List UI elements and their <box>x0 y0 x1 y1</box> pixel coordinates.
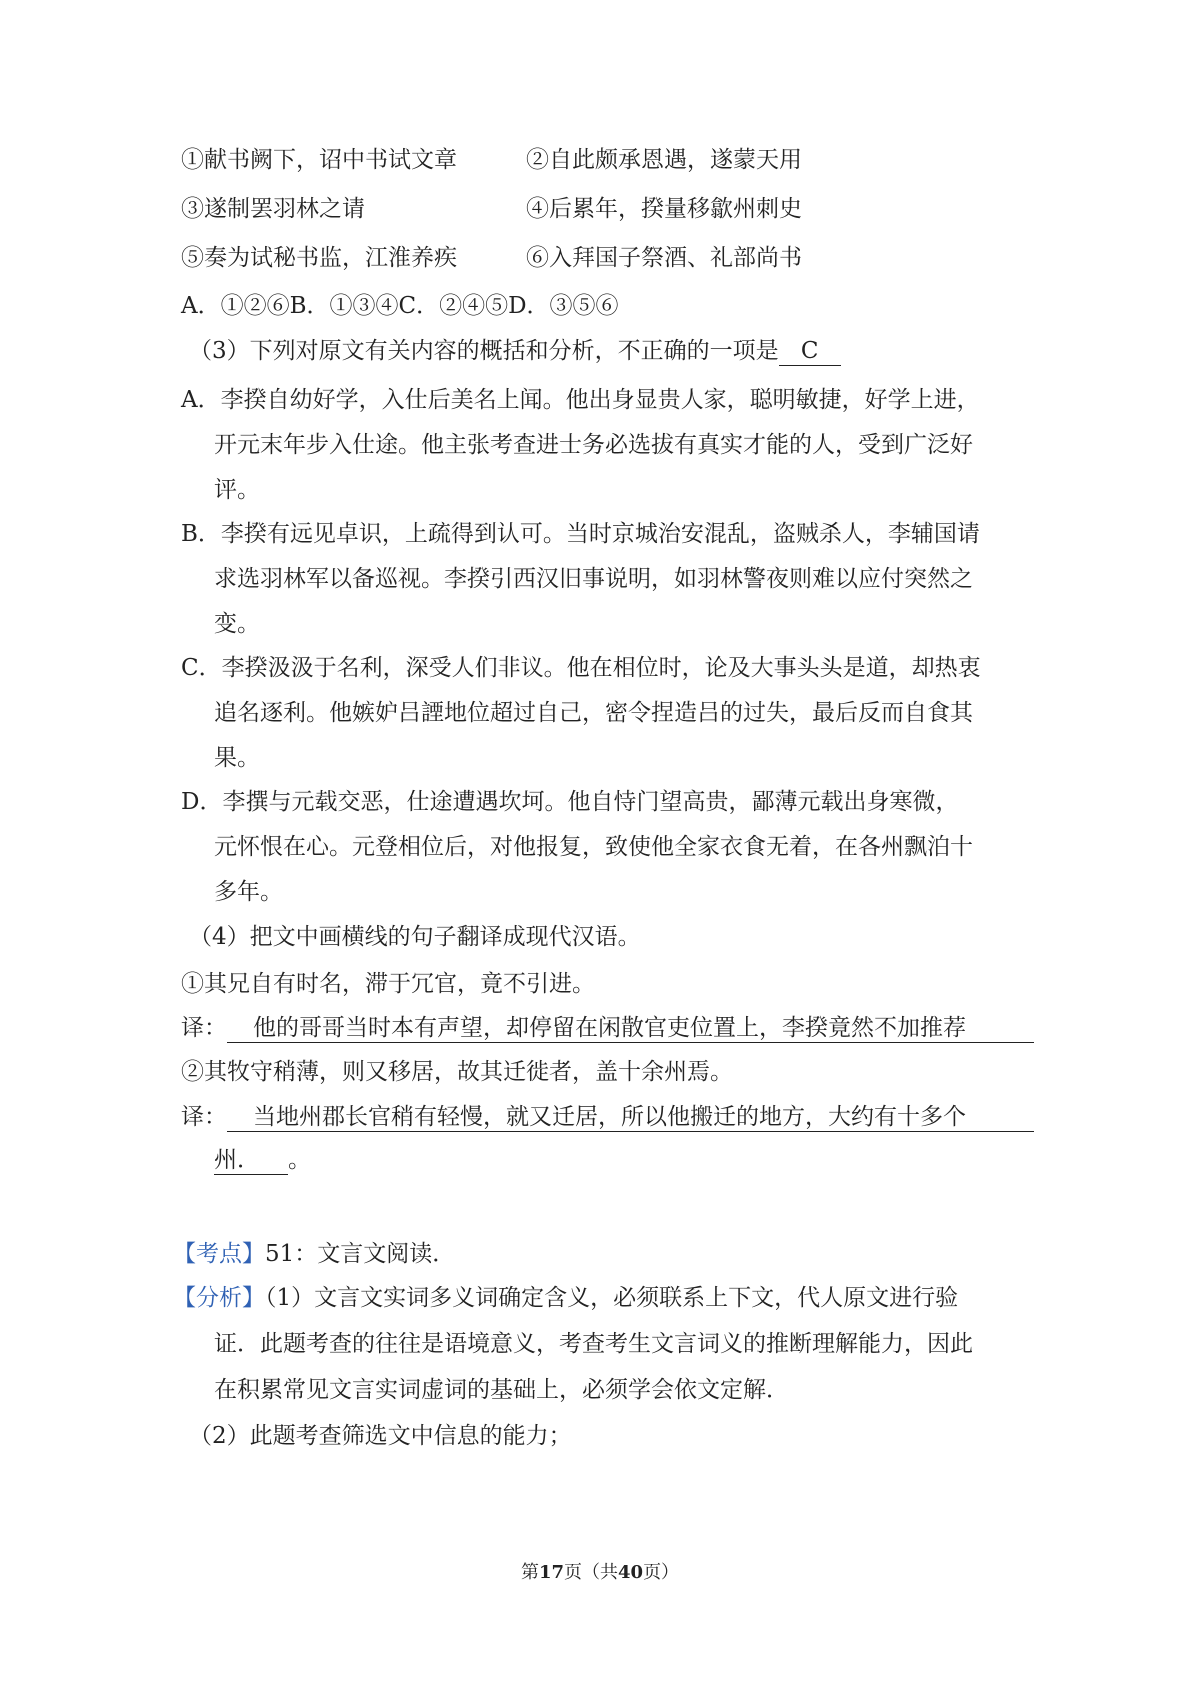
option-3: ③遂制罢羽林之请 <box>181 196 365 222</box>
q3-option-b-line-3: 变。 <box>214 611 260 637</box>
fenxi-next: （2）此题考查筛选文中信息的能力； <box>189 1423 572 1449</box>
translation-2-content: 当地州郡长官稍有轻慢，就又迁居，所以他搬迁的地方，大约有十多个 <box>253 1104 966 1130</box>
q3-stem <box>189 336 841 366</box>
q3-option-c-line-3: 果。 <box>214 745 260 771</box>
q4-stem: （4）把文中画横线的句子翻译成现代汉语。 <box>189 924 641 950</box>
q3-option-a-text: 李揆自幼好学，入仕后美名上闻。他出身显贵人家，聪明敏捷，好学上进， <box>220 387 980 413</box>
page-footer <box>0 1558 1200 1584</box>
q3-option-b-line-1 <box>181 519 980 549</box>
q3-option-a-line-3: 评。 <box>214 477 260 503</box>
kaodian-tag: 【考点】 <box>173 1241 265 1267</box>
q4-translation-2-line-2 <box>214 1145 311 1175</box>
translation-2-end: 。 <box>288 1147 311 1173</box>
q3-option-a-line-1 <box>181 385 980 415</box>
fenxi-text-1: （1）文言文实词多义词确定含义，必须联系上下文，代人原文进行验 <box>265 1285 959 1311</box>
q3-option-c-text: 李揆汲汲于名利，深受人们非议。他在相位时，论及大事头头是道，却热衷 <box>221 655 981 681</box>
option-5: ⑤奏为试秘书监，江淮养疾 <box>181 245 457 271</box>
q3-option-d-text: 李撰与元载交恶，仕途遭遇坎坷。他自恃门望高贵，鄙薄元载出身寒微， <box>222 789 959 815</box>
translation-1-content: 他的哥哥当时本有声望，却停留在闲散官吏位置上，李揆竟然不加推荐 <box>253 1015 966 1041</box>
kaodian-line <box>173 1239 455 1269</box>
q4-sentence-2: ②其牧守稍薄，则又移居，故其迁徙者，盖十余州焉。 <box>181 1059 733 1085</box>
q3-option-c-line-2: 追名逐利。他嫉妒吕諲地位超过自己，密令捏造吕的过失，最后反而自食其 <box>214 700 973 726</box>
q4-sentence-1: ①其兄自有时名，滞于冗官，竟不引进。 <box>181 971 595 997</box>
q3-option-d-line-2: 元怀恨在心。元登相位后，对他报复，致使他全家衣食无着，在各州飘泊十 <box>214 834 973 860</box>
translation-2-continued: 州． <box>214 1146 288 1175</box>
q3-option-c-line-1 <box>181 653 981 683</box>
fenxi-line-2: 证．此题考查的往往是语境意义，考查考生文言词义的推断理解能力，因此 <box>214 1331 973 1357</box>
q4-translation-2 <box>181 1102 1034 1132</box>
q3-answer: C <box>779 337 841 366</box>
fenxi-tag: 【分析】 <box>173 1285 265 1311</box>
option-6: ⑥入拜国子祭酒、礼部尚书 <box>526 245 802 271</box>
footer-page-number: 17 <box>538 1562 564 1583</box>
translation-1-text <box>227 1014 1034 1043</box>
option-4: ④后累年，揆量移歙州刺史 <box>526 196 802 222</box>
q3-option-b-label: B． <box>181 521 221 547</box>
q3-stem-text: （3）下列对原文有关内容的概括和分析，不正确的一项是 <box>189 338 779 364</box>
q2-choices: A．①②⑥B．①③④C．②④⑤D．③⑤⑥ <box>181 293 619 319</box>
fenxi-line-3: 在积累常见文言实词虚词的基础上，必须学会依文定解． <box>214 1377 789 1403</box>
q3-option-d-line-3: 多年。 <box>214 879 283 905</box>
footer-total-pages: 40 <box>618 1562 644 1583</box>
q4-translation-1 <box>181 1013 1034 1043</box>
q3-option-b-text: 李揆有远见卓识，上疏得到认可。当时京城治安混乱，盗贼杀人，李辅国请 <box>220 521 980 547</box>
q3-option-a-line-2: 开元末年步入仕途。他主张考查进士务必选拔有真实才能的人，受到广泛好 <box>214 432 973 458</box>
footer-mid: 页（共 <box>564 1562 618 1583</box>
option-2: ②自此颇承恩遇，遂蒙天用 <box>526 147 802 173</box>
q3-option-a-label: A． <box>181 387 221 413</box>
translation-label: 译： <box>181 1104 227 1130</box>
fenxi-line-1 <box>173 1283 958 1313</box>
q3-option-b-line-2: 求选羽林军以备巡视。李揆引西汉旧事说明，如羽林警夜则难以应付突然之 <box>214 566 973 592</box>
q3-option-d-label: D． <box>181 789 223 815</box>
option-1: ①献书阙下，诏中书试文章 <box>181 147 457 173</box>
q3-option-c-label: C． <box>181 655 222 681</box>
translation-label: 译： <box>181 1015 227 1041</box>
translation-2-text <box>227 1103 1034 1132</box>
footer-pre: 第 <box>520 1562 539 1583</box>
kaodian-text: 51：文言文阅读． <box>265 1241 456 1267</box>
footer-post: 页） <box>643 1562 680 1583</box>
q3-option-d-line-1 <box>181 787 958 817</box>
